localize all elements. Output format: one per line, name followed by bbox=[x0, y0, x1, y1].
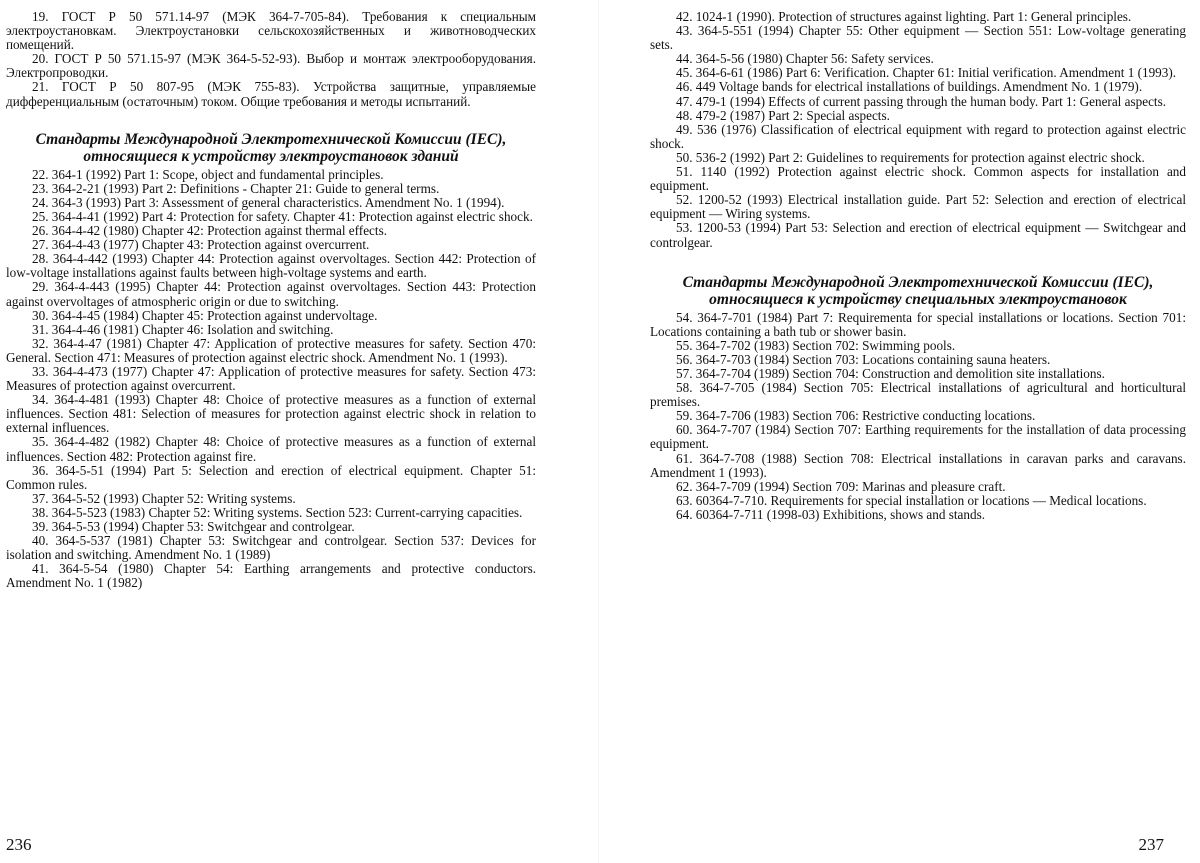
standard-entry: 58. 364-7-705 (1984) Section 705: Electrical installations of agricultural and horticultural premises. bbox=[650, 380, 1186, 410]
page-gutter bbox=[598, 0, 599, 863]
standard-entry: 62. 364-7-709 (1994) Section 709: Marinas and pleasure craft. bbox=[676, 478, 1006, 494]
standard-entry: 56. 364-7-703 (1984) Section 703: Locations containing sauna heaters. bbox=[676, 351, 1051, 367]
standard-entry: 26. 364-4-42 (1980) Chapter 42: Protection against thermal effects. bbox=[32, 223, 387, 239]
standard-entry: 49. 536 (1976) Classification of electrical equipment with regard to protection against electric shock. bbox=[650, 121, 1186, 151]
standard-entry: 19. ГОСТ Р 50 571.14-97 (МЭК 364-7-705-84). Требования к специальным электроустановкам. Электроустановки сельскохозяйственных и животноводческих помещений. bbox=[6, 9, 536, 53]
standard-entry: 47. 479-1 (1994) Effects of current passing through the human body. Part 1: General aspects. bbox=[676, 93, 1167, 109]
standard-entry: 21. ГОСТ Р 50 807-95 (МЭК 755-83). Устройства защитные, управляемые дифференциальным (остаточным) током. Общие требования и методы испытаний. bbox=[6, 79, 536, 109]
standard-entry: 31. 364-4-46 (1981) Chapter 46: Isolation and switching. bbox=[32, 321, 334, 337]
standard-entry: 23. 364-2-21 (1993) Part 2: Definitions - Chapter 21: Guide to general terms. bbox=[32, 180, 440, 196]
standard-entry: 51. 1140 (1992) Protection against electric shock. Common aspects for installation and equipment. bbox=[650, 164, 1186, 194]
standard-entry: 30. 364-4-45 (1984) Chapter 45: Protection against undervoltage. bbox=[32, 307, 378, 323]
standard-entry: 32. 364-4-47 (1981) Chapter 47: Application of protective measures for safety. Section 470: General. Section 471: Measures of protection against electric shock. Amendment No. 1 (1993). bbox=[6, 335, 536, 365]
standard-entry: 57. 364-7-704 (1989) Section 704: Construction and demolition site installations. bbox=[676, 365, 1105, 381]
standard-entry: 43. 364-5-551 (1994) Chapter 55: Other equipment — Section 551: Low-voltage generating sets. bbox=[650, 23, 1186, 53]
standard-entry: 50. 536-2 (1992) Part 2: Guidelines to requirements for protection against electric shock. bbox=[676, 149, 1145, 165]
standard-entry: 48. 479-2 (1987) Part 2: Special aspects. bbox=[676, 107, 890, 123]
standard-entry: 59. 364-7-706 (1983) Section 706: Restrictive conducting locations. bbox=[676, 408, 1036, 424]
standard-entry: 20. ГОСТ Р 50 571.15-97 (МЭК 364-5-52-93). Выбор и монтаж электрооборудования. Электропроводки. bbox=[6, 51, 536, 81]
standard-entry: 53. 1200-53 (1994) Part 53: Selection and erection of electrical equipment — Switchgear and controlgear. bbox=[650, 220, 1186, 250]
standard-entry: 45. 364-6-61 (1986) Part 6: Verification. Chapter 61: Initial verification. Amendment 1 (1993). bbox=[676, 65, 1177, 81]
standard-entry: 24. 364-3 (1993) Part 3: Assessment of general characteristics. Amendment No. 1 (1994). bbox=[32, 194, 505, 210]
right-top-entries bbox=[650, 10, 1186, 250]
standard-entry: 64. 60364-7-711 (1998-03) Exhibitions, shows and stands. bbox=[676, 506, 986, 522]
standard-entry: 38. 364-5-523 (1983) Chapter 52: Writing systems. Section 523: Current-carrying capacities. bbox=[32, 504, 523, 520]
page-number-right: 237 bbox=[1138, 835, 1164, 854]
standard-entry: 41. 364-5-54 (1980) Chapter 54: Earthing arrangements and protective conductors. Amendment No. 1 (1982) bbox=[6, 561, 536, 591]
standard-entry: 39. 364-5-53 (1994) Chapter 53: Switchgear and controlgear. bbox=[32, 519, 355, 534]
standard-entry: 35. 364-4-482 (1982) Chapter 48: Choice of protective measures as a function of external influences. Section 482: Protection against fire. bbox=[6, 434, 536, 464]
right-entries bbox=[650, 311, 1186, 522]
standard-entry: 54. 364-7-701 (1984) Part 7: Requirementa for special installations or locations. Section 701: Locations containing a bath tub or shower basin. bbox=[650, 309, 1186, 339]
left-section-heading: Стандарты Международной Электротехнической Комиссии (IEC), относящиеся к устройству электроустановок зданий bbox=[35, 130, 507, 165]
standard-entry: 22. 364-1 (1992) Part 1: Scope, object and fundamental principles. bbox=[32, 166, 384, 182]
standard-entry: 61. 364-7-708 (1988) Section 708: Electrical installations in caravan parks and caravans. Amendment 1 (1993). bbox=[650, 450, 1186, 480]
standard-entry: 42. 1024-1 (1990). Protection of structures against lighting. Part 1: General principles. bbox=[676, 9, 1132, 24]
standard-entry: 28. 364-4-442 (1993) Chapter 44: Protection against overvoltages. Section 442: Protection of low-voltage installations against faults between high-voltage systems and earth. bbox=[6, 251, 536, 281]
right-section-heading: Стандарты Международной Электротехнической Комиссии (IEC), относящиеся к устройству специальных электроустановок bbox=[682, 273, 1154, 308]
standard-entry: 36. 364-5-51 (1994) Part 5: Selection and erection of electrical equipment. Chapter 51: Common rules. bbox=[6, 462, 536, 492]
left-entries bbox=[6, 168, 536, 591]
right-page bbox=[612, 0, 1200, 863]
standard-entry: 34. 364-4-481 (1993) Chapter 48: Choice of protective measures as a function of external influences. Section 481: Selection of measures for protection against electric shock in relation to external influences. bbox=[6, 392, 536, 436]
standard-entry: 46. 449 Voltage bands for electrical installations of buildings. Amendment No. 1 (1979). bbox=[676, 79, 1143, 95]
standard-entry: 40. 364-5-537 (1981) Chapter 53: Switchgear and controlgear. Section 537: Devices for isolation and switching. Amendment No. 1 (1989) bbox=[6, 533, 536, 563]
standard-entry: 55. 364-7-702 (1983) Section 702: Swimming pools. bbox=[676, 337, 956, 353]
standard-entry: 25. 364-4-41 (1992) Part 4: Protection for safety. Chapter 41: Protection against electric shock. bbox=[32, 208, 533, 224]
standard-entry: 37. 364-5-52 (1993) Chapter 52: Writing systems. bbox=[32, 490, 296, 506]
standard-entry: 29. 364-4-443 (1995) Chapter 44: Protection against overvoltages. Section 443: Protection against overvoltages of atmospheric origin or due to switching. bbox=[6, 279, 536, 309]
left-page bbox=[0, 0, 588, 863]
standard-entry: 33. 364-4-473 (1977) Chapter 47: Application of protective measures for safety. Section 473: Measures of protection against overcurrent. bbox=[6, 363, 536, 394]
left-top-entries bbox=[6, 10, 536, 109]
page-number-left: 236 bbox=[6, 835, 32, 854]
standard-entry: 44. 364-5-56 (1980) Chapter 56: Safety services. bbox=[676, 51, 934, 67]
standard-entry: 60. 364-7-707 (1984) Section 707: Earthing requirements for the installation of data processing equipment. bbox=[650, 422, 1186, 452]
standard-entry: 63. 60364-7-710. Requirements for special installation or locations — Medical locations. bbox=[676, 492, 1147, 508]
standard-entry: 52. 1200-52 (1993) Electrical installation guide. Part 52: Selection and erection of electrical equipment — Wiring systems. bbox=[650, 192, 1186, 222]
standard-entry: 27. 364-4-43 (1977) Chapter 43: Protection against overcurrent. bbox=[32, 237, 370, 253]
